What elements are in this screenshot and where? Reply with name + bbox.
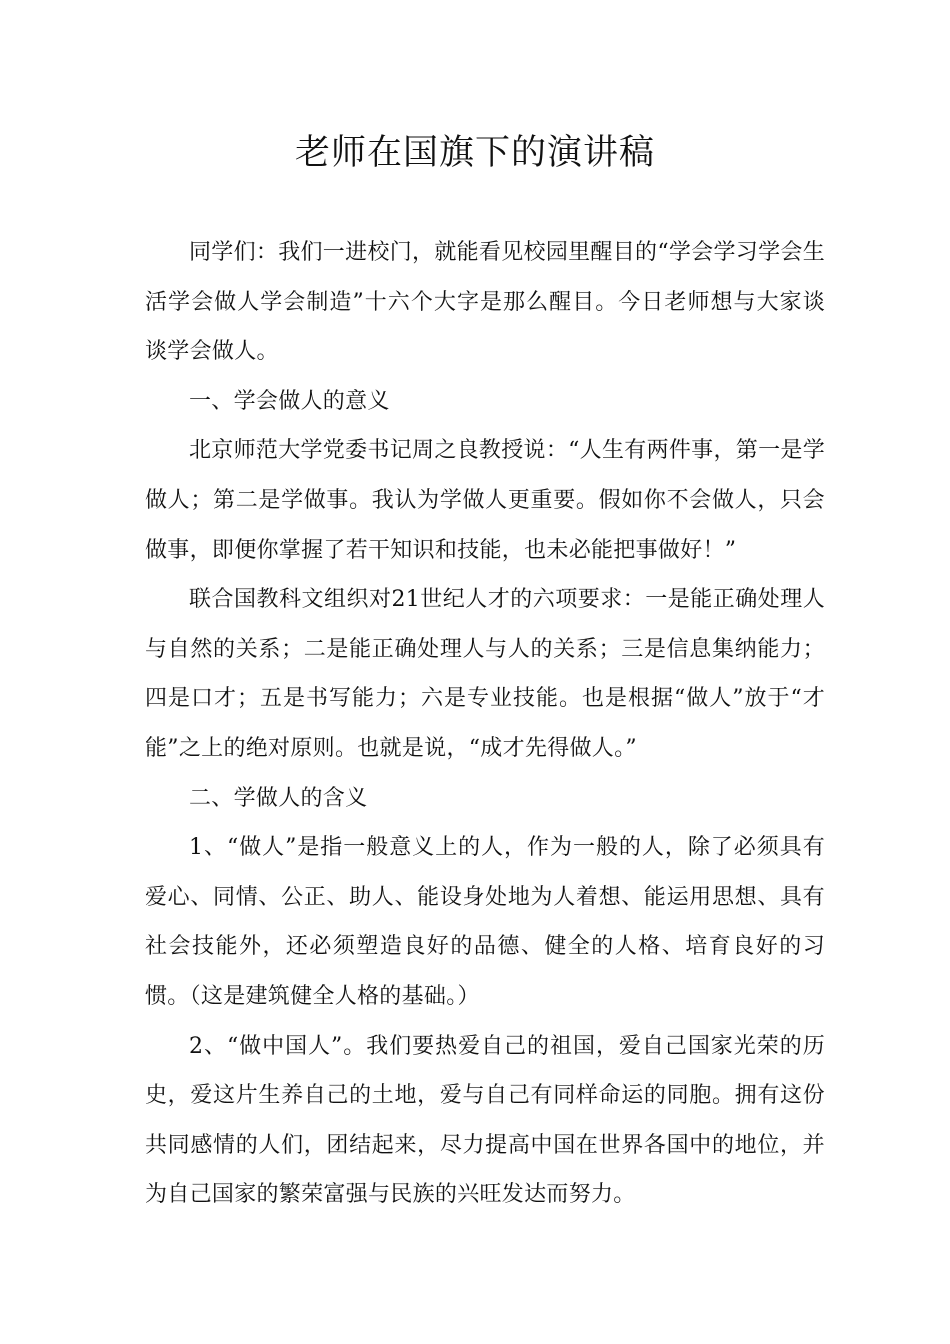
section-heading-meaning: 一、学会做人的意义 xyxy=(189,388,390,414)
section-heading-definition: 二、学做人的含义 xyxy=(189,785,368,811)
paragraph-unesco: 联合国教科文组织对21世纪人才的六项要求：一是能正确处理人与自然的关系；二是能正确处理人与人的关系；三是信息集纳能力；四是口才；五是书写能力；六是专业技能。也是根据“做人”放于“才能”之上的绝对原则。也就是说，“成才先得做人。” xyxy=(145,587,825,761)
document-title: 老师在国旗下的演讲稿 xyxy=(294,133,655,173)
paragraph-quote: 北京师范大学党委书记周之良教授说：“人生有两件事，第一是学做人；第二是学做事。我认为学做人更重要。假如你不会做人，只会做事，即便你掌握了若干知识和技能，也未必能把事做好！” xyxy=(145,438,825,563)
paragraph-point-1: 1、“做人”是指一般意义上的人，作为一般的人，除了必须具有爱心、同情、公正、助人、能设身处地为人着想、能运用思想、具有社会技能外，还必须塑造良好的品德、健全的人格、培育良好的习惯。（这是建筑健全人格的基础。） xyxy=(145,835,825,1009)
paragraph-intro: 同学们：我们一进校门，就能看见校园里醒目的“学会学习学会生活学会做人学会制造”十六个大字是那么醒目。今日老师想与大家谈谈学会做人。 xyxy=(145,240,825,365)
document-body xyxy=(145,228,825,1220)
paragraph-point-2: 2、“做中国人”。我们要热爱自己的祖国，爱自己国家光荣的历史，爱这片生养自己的土地，爱与自己有同样命运的同胞。拥有这份共同感情的人们，团结起来，尽力提高中国在世界各国中的地位，并为自己国家的繁荣富强与民族的兴旺发达而努力。 xyxy=(145,1033,825,1208)
